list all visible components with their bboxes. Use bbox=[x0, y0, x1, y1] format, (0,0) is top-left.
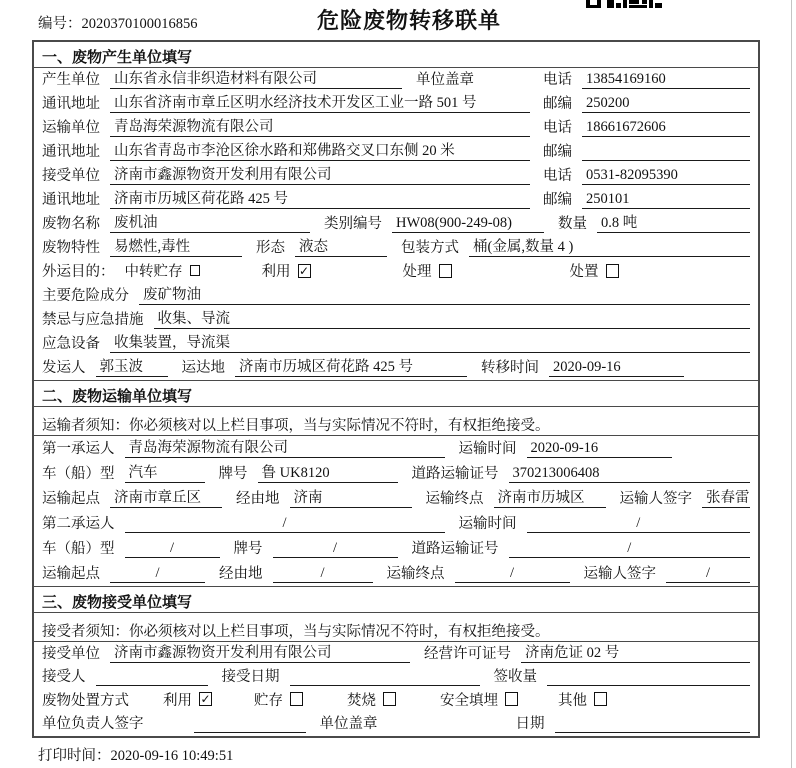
purpose-row bbox=[34, 260, 758, 284]
plate-label: 牌号 bbox=[218, 466, 248, 482]
route-start-label: 运输起点 bbox=[42, 491, 100, 507]
dispatcher-field: 郭玉波 bbox=[96, 355, 168, 377]
producer-value-field: 山东省永信非织造材料有限公司 bbox=[110, 67, 402, 89]
dispatcher-label: 发运人 bbox=[42, 360, 86, 376]
road-license-label: 道路运输证号 bbox=[411, 541, 499, 557]
road-license-label: 道路运输证号 bbox=[411, 466, 499, 482]
carrier2-field: / bbox=[125, 515, 445, 533]
route2-end-field: / bbox=[455, 565, 570, 583]
page-edge-divider bbox=[791, 0, 792, 768]
zip-label: 邮编 bbox=[543, 192, 572, 208]
option-landfill-label: 安全填埋 bbox=[440, 692, 498, 709]
section-receiver bbox=[34, 587, 758, 736]
producer-zip-field: 250200 bbox=[582, 95, 750, 113]
hazard-row bbox=[34, 284, 758, 308]
quantity-field: 0.8 吨 bbox=[597, 211, 750, 233]
serial-value: 2020370100016856 bbox=[81, 16, 198, 32]
option-utilize bbox=[163, 689, 212, 710]
emergency-measures-row bbox=[34, 308, 758, 332]
receiving-unit-field: 济南市鑫源物资开发利用有限公司 bbox=[110, 641, 410, 663]
transporter-notice: 运输者须知：你必须核对以上栏目事项，当与实际情况不符时，有权拒绝接受。 bbox=[34, 407, 758, 436]
carrier1-time-field: 2020-09-16 bbox=[527, 440, 672, 458]
route1-row bbox=[34, 486, 758, 511]
address-label: 通讯地址 bbox=[42, 144, 100, 160]
carrier2-row bbox=[34, 511, 758, 536]
serial-number bbox=[38, 12, 198, 33]
route-end-label: 运输终点 bbox=[386, 566, 445, 582]
waste-props-field: 易燃性,毒性 bbox=[110, 235, 242, 257]
vehicle1-license-field: 370213006408 bbox=[509, 465, 751, 483]
emergency-measures-label: 禁忌与应急措施 bbox=[42, 312, 144, 328]
checkbox-other bbox=[594, 692, 607, 706]
route2-sign-field: / bbox=[666, 565, 750, 583]
receiver-label: 接受单位 bbox=[42, 168, 100, 184]
carrier2-label: 第二承运人 bbox=[42, 516, 115, 532]
responsible-sign-field bbox=[194, 716, 306, 733]
emergency-equipment-field: 收集装置，导流渠 bbox=[110, 331, 750, 353]
waste-props-row bbox=[34, 236, 758, 260]
form-field: 液态 bbox=[295, 235, 387, 257]
section1-header: 一、废物产生单位填写 bbox=[34, 42, 758, 68]
disposal-method-row bbox=[34, 689, 758, 713]
packing-field: 桶(金属,数量 4 ) bbox=[469, 235, 750, 257]
option-dispose-label: 处置 bbox=[569, 264, 599, 280]
carrier-sign-label: 运输人签字 bbox=[619, 491, 692, 507]
transporter-address-field: 山东省青岛市李沧区徐水路和郑佛路交叉口东侧 20 米 bbox=[110, 139, 530, 161]
vehicle1-plate-field: 鲁 UK8120 bbox=[258, 461, 398, 483]
dispatch-row bbox=[34, 356, 758, 380]
receiving-unit-row bbox=[34, 642, 758, 666]
producer-row bbox=[34, 68, 758, 92]
route2-row bbox=[34, 561, 758, 586]
carrier1-row bbox=[34, 436, 758, 461]
address-label: 通讯地址 bbox=[42, 192, 100, 208]
transfer-time-label: 转移时间 bbox=[481, 360, 539, 376]
waste-props-label: 废物特性 bbox=[42, 240, 100, 256]
receiver-address-field: 济南市历城区荷花路 425 号 bbox=[110, 187, 530, 209]
phone-label: 电话 bbox=[543, 72, 572, 88]
route-end-label: 运输终点 bbox=[425, 491, 484, 507]
option-store bbox=[254, 689, 303, 710]
checkbox-utilize: ✓ bbox=[298, 263, 310, 278]
qr-code-icon bbox=[586, 0, 662, 10]
accept-date-label: 接受日期 bbox=[221, 669, 280, 685]
transport-time-label: 运输时间 bbox=[458, 441, 517, 457]
carrier2-time-field: / bbox=[527, 515, 751, 533]
transfer-time-field: 2020-09-16 bbox=[549, 359, 684, 377]
option-utilize-label: 利用 bbox=[163, 692, 192, 709]
address-label: 通讯地址 bbox=[42, 96, 100, 112]
seal-label: 单位盖章 bbox=[416, 72, 474, 88]
carrier-sign-label: 运输人签字 bbox=[583, 566, 656, 582]
option-other bbox=[558, 689, 607, 710]
sign-date-field bbox=[555, 716, 751, 733]
option-treat bbox=[403, 260, 452, 281]
serial-label: 编号： bbox=[38, 16, 82, 32]
route2-via-field: / bbox=[273, 565, 373, 583]
accept-date-field bbox=[290, 669, 480, 686]
waste-name-row bbox=[34, 212, 758, 236]
waste-name-field: 废机油 bbox=[110, 211, 310, 233]
producer-address-field: 山东省济南市章丘区明水经济技术开发区工业一路 501 号 bbox=[110, 91, 530, 113]
checkbox-transfer-storage bbox=[190, 265, 200, 276]
phone-label: 电话 bbox=[543, 168, 572, 184]
document-header bbox=[0, 0, 796, 40]
vehicle2-license-field: / bbox=[509, 540, 751, 558]
received-qty-label: 签收量 bbox=[493, 669, 537, 685]
quantity-label: 数量 bbox=[558, 216, 587, 232]
destination-label: 运达地 bbox=[181, 360, 225, 376]
option-utilize-label: 利用 bbox=[261, 264, 291, 280]
transport-time-label: 运输时间 bbox=[458, 516, 517, 532]
zip-label: 邮编 bbox=[543, 96, 572, 112]
received-qty-field bbox=[547, 669, 750, 686]
route1-sign-field: 张春雷 bbox=[702, 486, 750, 508]
hazard-field: 废矿物油 bbox=[139, 283, 750, 305]
vehicle-type-label: 车（船）型 bbox=[42, 541, 115, 557]
option-incinerate bbox=[347, 689, 396, 710]
option-incinerate-label: 焚烧 bbox=[347, 692, 376, 709]
receiver-address-row bbox=[34, 188, 758, 212]
section-transporter bbox=[34, 381, 758, 587]
vehicle1-row bbox=[34, 461, 758, 486]
vehicle2-type-field: / bbox=[125, 540, 220, 558]
option-landfill bbox=[440, 689, 518, 710]
checkbox-incinerate bbox=[383, 692, 396, 706]
checkbox-utilize: ✓ bbox=[200, 692, 211, 706]
carrier1-label: 第一承运人 bbox=[42, 441, 115, 457]
receiver-row bbox=[34, 164, 758, 188]
zip-label: 邮编 bbox=[543, 144, 572, 160]
transporter-label: 运输单位 bbox=[42, 120, 100, 136]
receiver-value-field: 济南市鑫源物资开发利用有限公司 bbox=[110, 163, 530, 185]
producer-label: 产生单位 bbox=[42, 72, 100, 88]
page-title: 危险废物转移联单 bbox=[317, 8, 502, 33]
disposal-method-label: 废物处置方式 bbox=[42, 692, 129, 709]
acceptor-row bbox=[34, 666, 758, 690]
hazard-label: 主要危险成分 bbox=[42, 288, 129, 304]
vehicle-type-label: 车（船）型 bbox=[42, 466, 115, 482]
option-other-label: 其他 bbox=[558, 692, 587, 709]
receiver-notice: 接受者须知：你必须核对以上栏目事项，当与实际情况不符时，有权拒绝接受。 bbox=[34, 613, 758, 642]
route-start-label: 运输起点 bbox=[42, 566, 100, 582]
transporter-phone-field: 18661672606 bbox=[582, 119, 750, 137]
acceptor-field bbox=[96, 669, 208, 686]
section-producer bbox=[34, 42, 758, 381]
transporter-zip-field bbox=[582, 144, 750, 161]
transporter-value-field: 青岛海荣源物流有限公司 bbox=[110, 115, 530, 137]
receiver-phone-field: 0531-82095390 bbox=[582, 167, 750, 185]
vehicle2-plate-field: / bbox=[273, 540, 398, 558]
destination-field: 济南市历城区荷花路 425 号 bbox=[235, 355, 467, 377]
route-via-label: 经由地 bbox=[219, 566, 263, 582]
route-via-label: 经由地 bbox=[236, 491, 280, 507]
signature-row bbox=[34, 713, 758, 737]
option-transfer-storage-label: 中转贮存 bbox=[124, 264, 183, 280]
section2-header: 二、废物运输单位填写 bbox=[34, 381, 758, 407]
producer-phone-field: 13854169160 bbox=[582, 71, 750, 89]
receiving-unit-label: 接受单位 bbox=[42, 645, 100, 662]
category-field: HW08(900-249-08) bbox=[392, 215, 544, 233]
emergency-equipment-label: 应急设备 bbox=[42, 336, 100, 352]
route1-start-field: 济南市章丘区 bbox=[110, 486, 222, 508]
checkbox-dispose bbox=[606, 264, 619, 278]
option-treat-label: 处理 bbox=[402, 264, 432, 280]
route1-via-field: 济南 bbox=[290, 486, 412, 508]
packing-label: 包装方式 bbox=[401, 240, 459, 256]
section3-header: 三、废物接受单位填写 bbox=[34, 587, 758, 613]
option-transfer-storage bbox=[125, 260, 200, 281]
option-store-label: 贮存 bbox=[254, 692, 283, 709]
category-label: 类别编号 bbox=[324, 216, 382, 232]
permit-label: 经营许可证号 bbox=[424, 645, 511, 662]
form-label: 形态 bbox=[256, 240, 285, 256]
waste-name-label: 废物名称 bbox=[42, 216, 100, 232]
phone-label: 电话 bbox=[543, 120, 572, 136]
emergency-equipment-row bbox=[34, 332, 758, 356]
date-label: 日期 bbox=[515, 716, 545, 732]
print-time-label: 打印时间： bbox=[38, 748, 111, 764]
print-time-value: 2020-09-16 10:49:51 bbox=[110, 748, 234, 764]
emergency-measures-field: 收集、导流 bbox=[154, 307, 751, 329]
purpose-label: 外运目的： bbox=[42, 264, 115, 280]
transporter-address-row bbox=[34, 140, 758, 164]
producer-address-row bbox=[34, 92, 758, 116]
checkbox-treat bbox=[439, 264, 452, 278]
carrier1-field: 青岛海荣源物流有限公司 bbox=[125, 436, 445, 458]
vehicle2-row bbox=[34, 536, 758, 561]
acceptor-label: 接受人 bbox=[42, 669, 86, 685]
option-utilize bbox=[262, 260, 311, 281]
route2-start-field: / bbox=[110, 565, 205, 583]
route1-end-field: 济南市历城区 bbox=[494, 486, 606, 508]
receiver-zip-field: 250101 bbox=[582, 191, 750, 209]
checkbox-landfill bbox=[505, 692, 518, 706]
transfer-form-table bbox=[32, 40, 760, 738]
print-time bbox=[38, 744, 233, 765]
vehicle1-type-field: 汽车 bbox=[125, 461, 205, 483]
transporter-row bbox=[34, 116, 758, 140]
checkbox-store bbox=[290, 692, 303, 706]
permit-field: 济南危证 02 号 bbox=[521, 641, 750, 663]
responsible-sign-label: 单位负责人签字 bbox=[42, 716, 144, 732]
plate-label: 牌号 bbox=[233, 541, 263, 557]
seal-label: 单位盖章 bbox=[319, 716, 378, 732]
option-dispose bbox=[570, 260, 619, 281]
